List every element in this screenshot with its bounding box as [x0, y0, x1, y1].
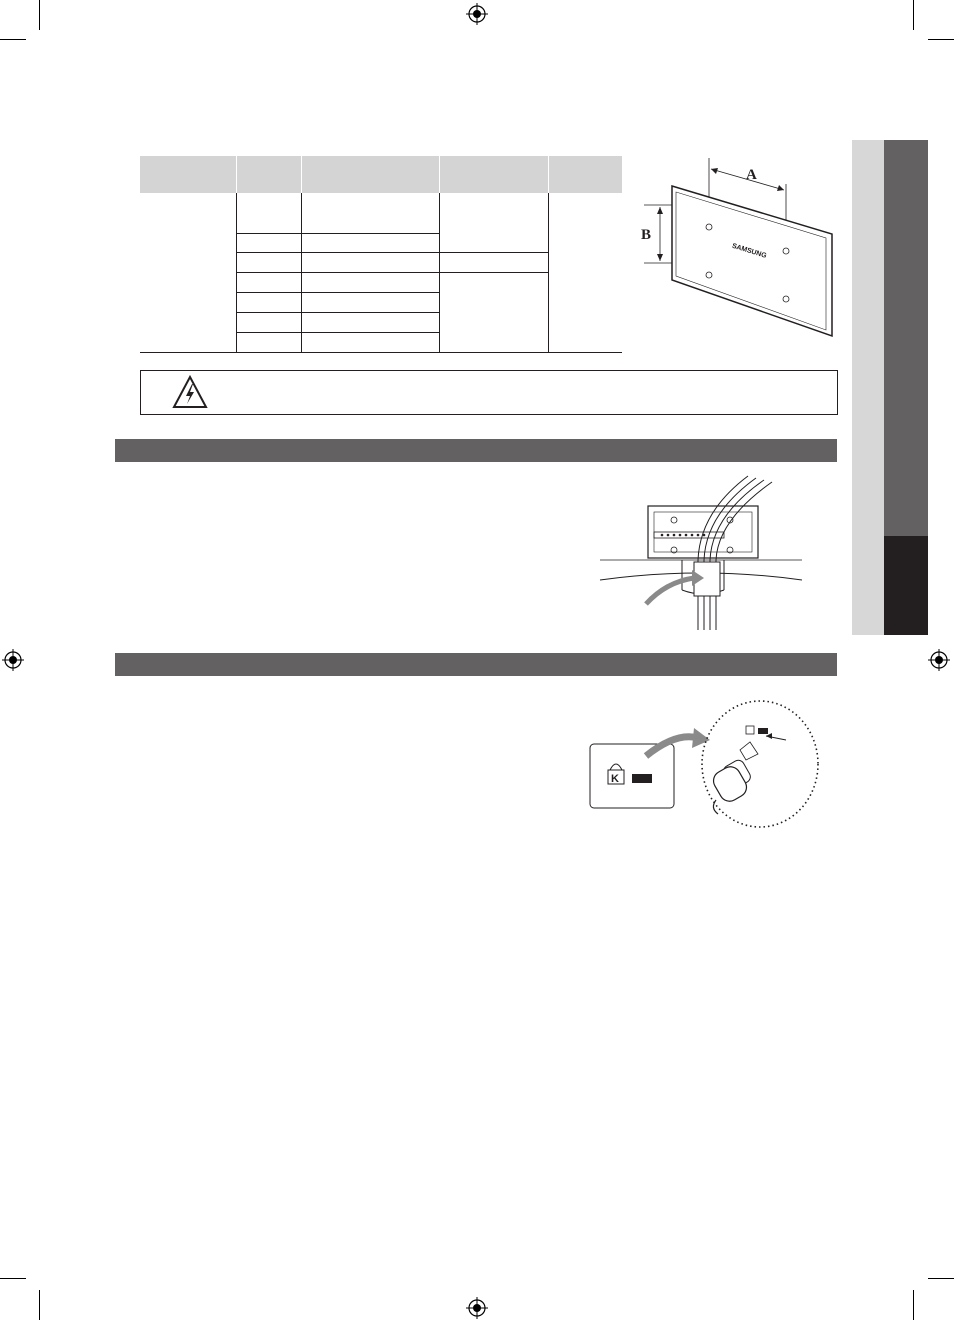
lock-slot	[632, 774, 652, 783]
section-header-bar	[115, 653, 837, 676]
crop-mark-bl-v	[39, 1290, 40, 1320]
crop-mark-tl-h	[0, 39, 26, 40]
table-header-cell	[237, 156, 301, 193]
chapter-tab-dark	[884, 140, 928, 536]
crop-mark-bl-h	[0, 1278, 26, 1279]
chapter-tab-light	[852, 140, 884, 635]
warning-high-voltage-icon	[172, 375, 208, 409]
table-header-cell	[440, 156, 548, 193]
registration-mark-icon	[2, 649, 24, 671]
registration-mark-icon	[466, 3, 488, 25]
chapter-tab-current	[884, 536, 928, 635]
crop-mark-tl-v	[39, 0, 40, 30]
crop-mark-tr-h	[928, 39, 954, 40]
table-header-cell	[140, 156, 236, 193]
kensington-lock-diagram	[586, 696, 822, 828]
registration-mark-icon	[928, 649, 950, 671]
dimension-b-label: B	[641, 227, 652, 243]
table-header-cell	[302, 156, 439, 193]
tv-back-vesa-diagram	[636, 150, 842, 340]
crop-mark-br-v	[913, 1290, 914, 1320]
registration-mark-icon	[466, 1297, 488, 1319]
wall-mount-spec-table	[140, 156, 622, 354]
kensington-k-label: K	[611, 773, 619, 785]
cable-holder-diagram	[596, 474, 806, 630]
caution-box	[140, 370, 838, 415]
table-header-cell	[549, 156, 622, 193]
brand-logo: SAMSUNG	[730, 242, 768, 260]
crop-mark-tr-v	[913, 0, 914, 30]
crop-mark-br-h	[928, 1278, 954, 1279]
section-header-bar	[115, 439, 837, 462]
dimension-a-label: A	[746, 167, 757, 183]
